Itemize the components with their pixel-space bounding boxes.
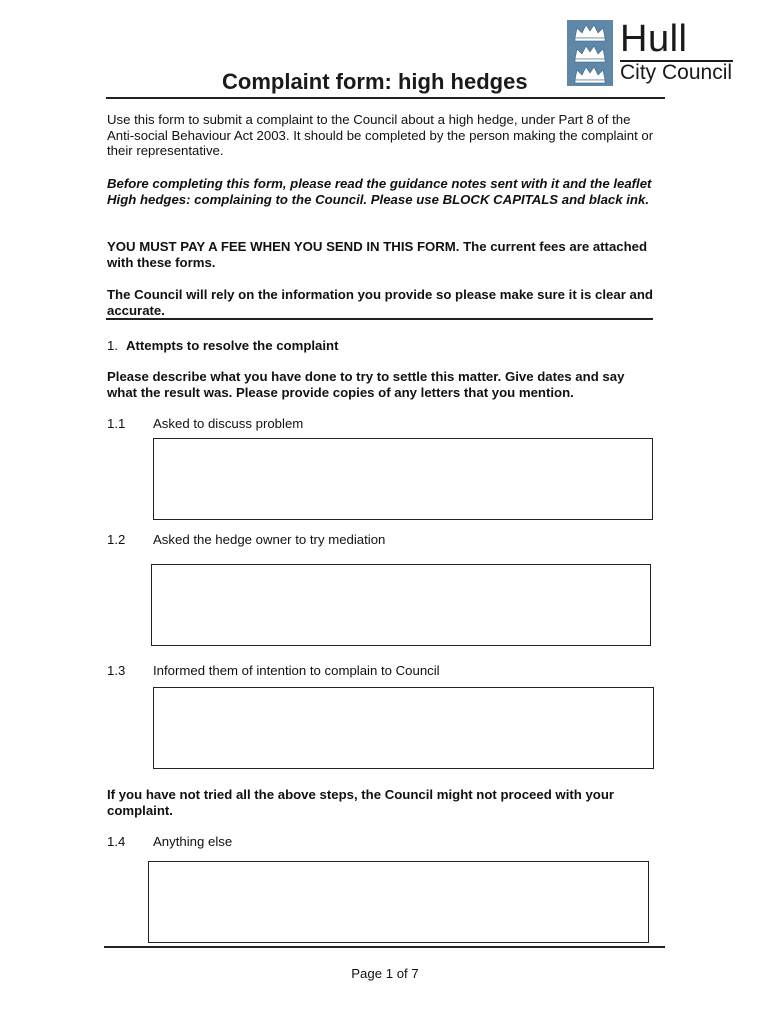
item-number: 1.4 <box>107 834 126 849</box>
item-label: Asked to discuss problem <box>153 416 304 431</box>
item-label: Anything else <box>153 834 233 849</box>
item-label: Asked the hedge owner to try mediation <box>153 532 386 547</box>
accuracy-notice: The Council will rely on the information you provide so please make sure it is clear and accurate. <box>107 287 653 318</box>
answer-box-mediation[interactable] <box>151 564 651 646</box>
item-number: 1.3 <box>107 663 126 678</box>
title-divider <box>106 97 665 99</box>
logo-text-city-council: City Council <box>620 61 733 84</box>
council-crest <box>567 20 613 86</box>
item-label: Informed them of intention to complain to Council <box>153 663 440 678</box>
section-divider <box>106 318 653 320</box>
section-number: 1. <box>107 338 118 353</box>
answer-box-anything-else[interactable] <box>148 861 649 943</box>
page-title: Complaint form: high hedges <box>222 69 528 94</box>
logo-text-hull: Hull <box>620 18 688 60</box>
answer-box-intention-to-complain[interactable] <box>153 687 654 769</box>
steps-warning: If you have not tried all the above steps, the Council might not proceed with your complaint. <box>107 787 615 818</box>
item-number: 1.1 <box>107 416 126 431</box>
item-number: 1.2 <box>107 532 126 547</box>
intro-paragraph: Use this form to submit a complaint to the Council about a high hedge, under Part 8 of the Anti-social Behaviour Act 2003. It should be completed by the person making the complaint or their representative. <box>107 112 654 158</box>
answer-box-discuss-problem[interactable] <box>153 438 653 520</box>
guidance-paragraph: Before completing this form, please read the guidance notes sent with it and the leaflet High hedges: complaining to the Council. Please use BLOCK CAPITALS and black ink. <box>107 176 652 207</box>
footer-divider <box>104 946 665 948</box>
crowns-icon <box>567 20 613 86</box>
page-number: Page 1 of 7 <box>351 966 419 981</box>
fee-notice: YOU MUST PAY A FEE WHEN YOU SEND IN THIS FORM. The current fees are attached with these forms. <box>107 239 648 270</box>
section-heading: Attempts to resolve the complaint <box>126 338 339 353</box>
section-instructions: Please describe what you have done to try to settle this matter. Give dates and say what the result was. Please provide copies of any letters that you mention. <box>107 369 625 400</box>
